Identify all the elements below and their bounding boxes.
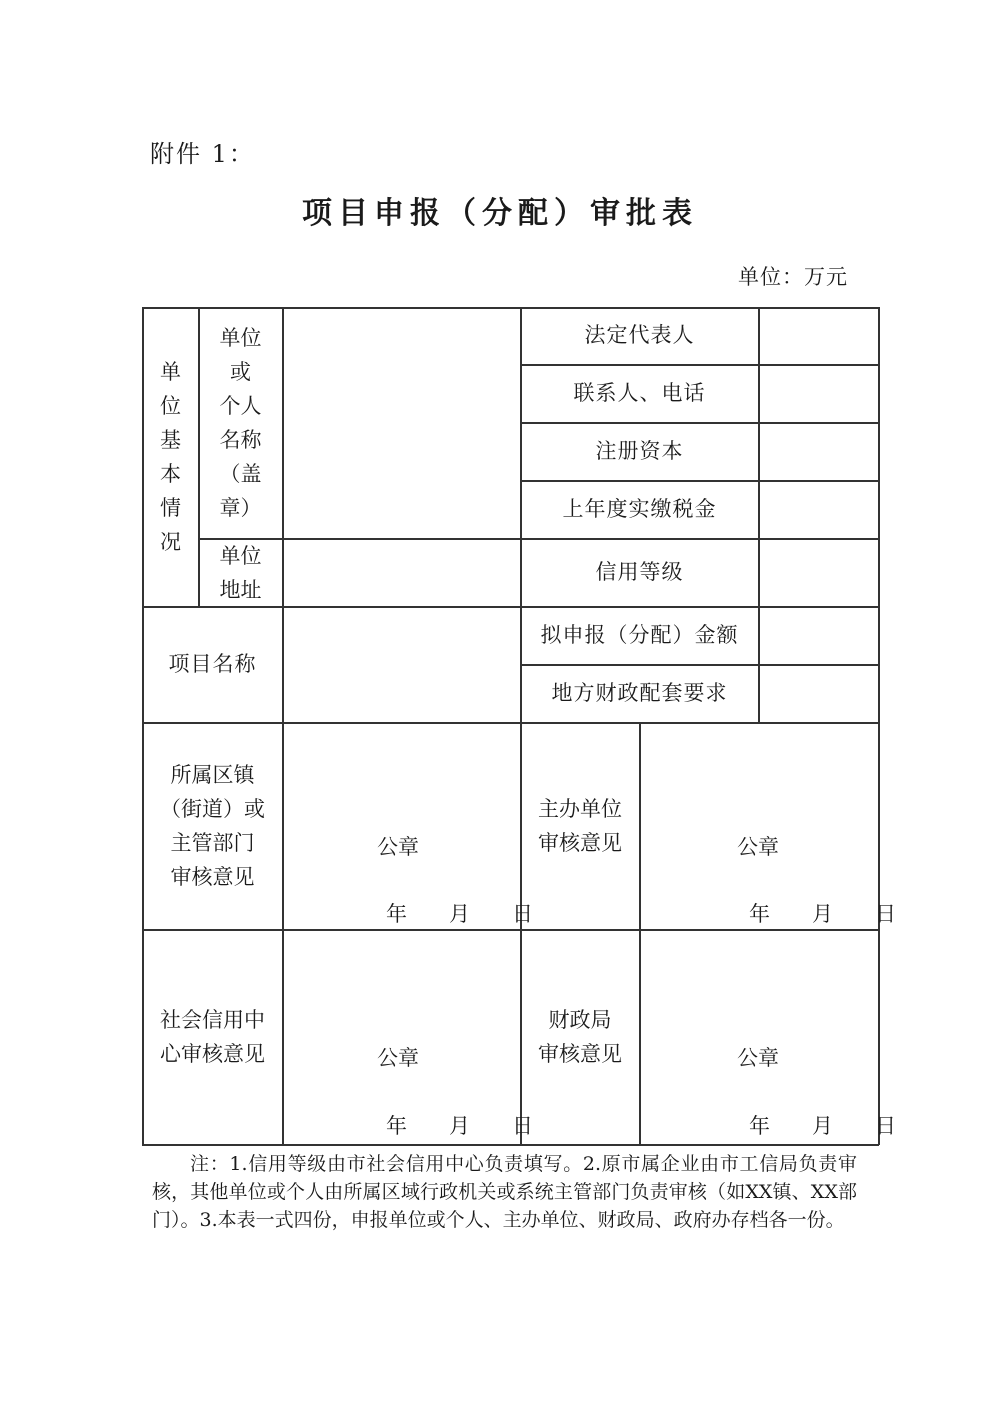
- basic-info-section-label: [143, 307, 198, 606]
- credit-center-review-line: 社会信用中: [160, 1008, 265, 1032]
- contact-label: 联系人、电话: [573, 380, 706, 405]
- amount-label: 拟申报（分配）金额: [540, 622, 739, 647]
- credit-center-review-label: [143, 930, 282, 1144]
- district-review-line: 主管部门: [170, 831, 255, 855]
- name-label-line: 个人: [219, 393, 262, 418]
- credit-center-review-line: 心审核意见: [160, 1042, 265, 1066]
- name-label-line: （盖: [219, 461, 262, 486]
- page-title: 项目申报（分配）审批表: [302, 196, 698, 231]
- tax-field[interactable]: [759, 481, 878, 538]
- amount-field[interactable]: [759, 607, 878, 664]
- capital-field[interactable]: [759, 423, 878, 480]
- name-label-line: 名称: [219, 427, 262, 452]
- district-review-label: [143, 723, 282, 929]
- credit-center-seal-label: 公章: [377, 1046, 419, 1070]
- credit-field[interactable]: [759, 539, 878, 606]
- section-label-char: 况: [160, 529, 181, 554]
- section-label-char: 本: [160, 461, 181, 486]
- table-border-right: [878, 307, 880, 1145]
- project-name-field[interactable]: [283, 607, 520, 722]
- finance-review-label: [521, 930, 639, 1144]
- district-review-line: 审核意见: [170, 865, 255, 889]
- host-review-line: 审核意见: [538, 831, 622, 855]
- contact-field[interactable]: [759, 365, 878, 422]
- name-label-line: 或: [230, 359, 251, 384]
- section-label-char: 位: [160, 393, 181, 418]
- credit-center-date-label: 年 月 日: [386, 1114, 533, 1138]
- table-border-bottom: [142, 1144, 879, 1146]
- finance-review-line: 财政局: [548, 1008, 612, 1032]
- col-divider: [639, 722, 641, 1145]
- district-review-line: 所属区镇: [170, 763, 255, 787]
- finance-seal-label: 公章: [737, 1046, 779, 1070]
- matching-label: 地方财政配套要求: [551, 680, 728, 705]
- tax-label: 上年度实缴税金: [562, 496, 717, 521]
- finance-date-label: 年 月 日: [749, 1114, 896, 1138]
- matching-field[interactable]: [759, 665, 878, 722]
- name-label-line: 章）: [219, 495, 262, 520]
- district-review-line: （街道）或: [160, 797, 265, 821]
- finance-review-line: 审核意见: [538, 1042, 622, 1066]
- district-seal-label: 公章: [377, 835, 419, 859]
- legal-rep-field[interactable]: [759, 307, 878, 364]
- section-label-char: 基: [160, 427, 181, 452]
- host-review-line: 主办单位: [538, 797, 622, 821]
- host-review-label: [521, 723, 639, 929]
- footnote: 注：1.信用等级由市社会信用中心负责填写。2.原市属企业由市工信局负责审核，其他单位或个人由所属区域行政机关或系统主管部门负责审核（如XX镇、XX部门）。3.本表一式四份，申报单位或个人、主办单位、财政局、政府办存档各一份。: [152, 1153, 857, 1231]
- capital-label: 注册资本: [595, 438, 684, 463]
- attachment-label: 附件 1：: [150, 140, 255, 168]
- section-label-char: 情: [160, 495, 181, 520]
- section-label-char: 单: [160, 359, 181, 384]
- address-label: [199, 539, 282, 606]
- host-seal-label: 公章: [737, 835, 779, 859]
- address-label-line: 单位: [219, 543, 262, 568]
- legal-rep-label: 法定代表人: [584, 322, 695, 347]
- host-date-label: 年 月 日: [749, 902, 896, 926]
- district-date-label: 年 月 日: [386, 902, 533, 926]
- credit-label: 信用等级: [595, 559, 684, 584]
- address-label-line: 地址: [219, 577, 262, 602]
- name-label-line: 单位: [219, 325, 262, 350]
- project-name-label: 项目名称: [168, 651, 257, 676]
- unit-label: 单位：万元: [738, 265, 848, 289]
- address-field[interactable]: [283, 539, 520, 606]
- name-field[interactable]: [283, 307, 520, 538]
- name-label: [199, 307, 282, 538]
